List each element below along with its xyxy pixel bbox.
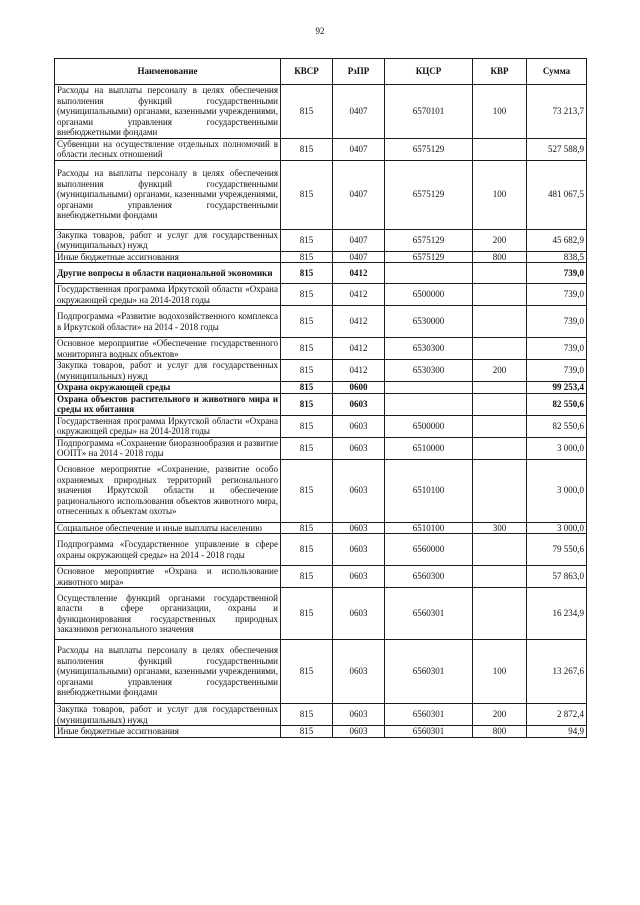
cell-kcsr: 6575129	[385, 160, 473, 229]
cell-kcsr: 6575129	[385, 229, 473, 251]
cell-kvr: 800	[473, 726, 527, 738]
table-row	[55, 382, 587, 394]
cell-kvr: 800	[473, 251, 527, 263]
table-row	[55, 229, 587, 251]
cell-rzpr: 0603	[333, 522, 385, 534]
cell-kvsr: 815	[281, 588, 333, 640]
cell-rzpr: 0603	[333, 640, 385, 704]
cell-kvsr: 815	[281, 160, 333, 229]
cell-kcsr: 6530300	[385, 338, 473, 360]
table-row	[55, 566, 587, 588]
cell-name: Осуществление функций органами государственной власти в сфере организации, охраны и функционирования государственных природных заказников регионального значения	[55, 588, 281, 640]
table-row	[55, 437, 587, 459]
header-rzpr: РзПР	[333, 59, 385, 85]
cell-kcsr: 6510100	[385, 522, 473, 534]
cell-name: Субвенции на осуществление отдельных полномочий в области лесных отношений	[55, 138, 281, 160]
cell-kvr: 200	[473, 360, 527, 382]
cell-kvsr: 815	[281, 382, 333, 394]
cell-rzpr: 0603	[333, 704, 385, 726]
cell-name: Подпрограмма «Развитие водохозяйственного комплекса в Иркутской области» на 2014 - 2018 годы	[55, 306, 281, 338]
cell-rzpr: 0603	[333, 588, 385, 640]
cell-name: Другие вопросы в области национальной экономики	[55, 263, 281, 284]
cell-kvr	[473, 459, 527, 522]
cell-kvsr: 815	[281, 437, 333, 459]
cell-rzpr: 0603	[333, 459, 385, 522]
cell-kvr: 100	[473, 160, 527, 229]
cell-kvsr: 815	[281, 534, 333, 566]
table-row	[55, 393, 587, 415]
cell-sum: 3 000,0	[527, 459, 587, 522]
cell-rzpr: 0603	[333, 415, 385, 437]
cell-name: Основное мероприятие «Сохранение, развитие особо охраняемых природных территорий регионального значения Иркутской области и обеспечение рационального использования объектов животного мира, отнесенных к объектам охоты»	[55, 459, 281, 522]
table-row	[55, 85, 587, 139]
cell-kvsr: 815	[281, 704, 333, 726]
cell-kvsr: 815	[281, 263, 333, 284]
cell-kvr: 100	[473, 85, 527, 139]
table-row	[55, 415, 587, 437]
cell-name: Охрана объектов растительного и животного мира и среды их обитания	[55, 393, 281, 415]
cell-rzpr: 0412	[333, 360, 385, 382]
table-row	[55, 704, 587, 726]
cell-sum: 3 000,0	[527, 437, 587, 459]
header-kvr: КВР	[473, 59, 527, 85]
cell-rzpr: 0600	[333, 382, 385, 394]
cell-kvsr: 815	[281, 251, 333, 263]
cell-sum: 73 213,7	[527, 85, 587, 139]
cell-sum: 79 550,6	[527, 534, 587, 566]
cell-kcsr: 6510100	[385, 459, 473, 522]
cell-kcsr: 6575129	[385, 251, 473, 263]
cell-sum: 739,0	[527, 306, 587, 338]
cell-name: Закупка товаров, работ и услуг для государственных (муниципальных) нужд	[55, 229, 281, 251]
cell-kvr	[473, 393, 527, 415]
cell-kvsr: 815	[281, 640, 333, 704]
cell-name: Подпрограмма «Сохранение биоразнообразия и развитие ООПТ» на 2014 - 2018 годы	[55, 437, 281, 459]
cell-kcsr	[385, 263, 473, 284]
table-row	[55, 588, 587, 640]
cell-sum: 82 550,6	[527, 415, 587, 437]
budget-table	[54, 58, 587, 738]
cell-kcsr	[385, 393, 473, 415]
cell-rzpr: 0407	[333, 229, 385, 251]
header-name: Наименование	[55, 59, 281, 85]
cell-kvsr: 815	[281, 85, 333, 139]
cell-kvr	[473, 338, 527, 360]
cell-kvr	[473, 437, 527, 459]
cell-sum: 13 267,6	[527, 640, 587, 704]
cell-kvsr: 815	[281, 726, 333, 738]
cell-kcsr: 6560301	[385, 726, 473, 738]
cell-kvr: 300	[473, 522, 527, 534]
cell-name: Закупка товаров, работ и услуг для государственных (муниципальных) нужд	[55, 704, 281, 726]
cell-kvr	[473, 415, 527, 437]
table-row	[55, 284, 587, 306]
table-row	[55, 640, 587, 704]
cell-kvr: 200	[473, 229, 527, 251]
cell-kcsr: 6530000	[385, 306, 473, 338]
cell-kvr	[473, 306, 527, 338]
cell-kcsr: 6560301	[385, 640, 473, 704]
cell-name: Закупка товаров, работ и услуг для государственных (муниципальных) нужд	[55, 360, 281, 382]
cell-name: Иные бюджетные ассигнования	[55, 726, 281, 738]
cell-kvsr: 815	[281, 566, 333, 588]
cell-sum: 2 872,4	[527, 704, 587, 726]
cell-rzpr: 0603	[333, 534, 385, 566]
cell-name: Расходы на выплаты персоналу в целях обеспечения выполнения функций государственными (муниципальными) органами, казенными учреждениями, органами управления государственными внебюджетными фондами	[55, 85, 281, 139]
cell-kcsr	[385, 382, 473, 394]
cell-kcsr: 6575129	[385, 138, 473, 160]
cell-rzpr: 0407	[333, 160, 385, 229]
cell-sum: 57 863,0	[527, 566, 587, 588]
cell-name: Расходы на выплаты персоналу в целях обеспечения выполнения функций государственными (муниципальными) органами, казенными учреждениями, органами управления государственными внебюджетными фондами	[55, 160, 281, 229]
cell-kvsr: 815	[281, 522, 333, 534]
table-row	[55, 338, 587, 360]
cell-name: Иные бюджетные ассигнования	[55, 251, 281, 263]
cell-sum: 739,0	[527, 284, 587, 306]
cell-rzpr: 0407	[333, 85, 385, 139]
cell-name: Государственная программа Иркутской области «Охрана окружающей среды» на 2014-2018 годы	[55, 415, 281, 437]
cell-sum: 99 253,4	[527, 382, 587, 394]
table-body	[55, 85, 587, 738]
cell-rzpr: 0603	[333, 566, 385, 588]
cell-rzpr: 0412	[333, 338, 385, 360]
cell-name: Подпрограмма «Государственное управление в сфере охраны окружающей среды» на 2014 - 2018 годы	[55, 534, 281, 566]
cell-kvsr: 815	[281, 393, 333, 415]
table-row	[55, 522, 587, 534]
cell-kcsr: 6530300	[385, 360, 473, 382]
page-number: 92	[315, 26, 325, 36]
cell-kvsr: 815	[281, 138, 333, 160]
cell-kcsr: 6560301	[385, 588, 473, 640]
cell-kcsr: 6560300	[385, 566, 473, 588]
cell-name: Основное мероприятие «Обеспечение государственного мониторинга водных объектов»	[55, 338, 281, 360]
cell-kcsr: 6510000	[385, 437, 473, 459]
cell-kvr: 100	[473, 640, 527, 704]
cell-sum: 838,5	[527, 251, 587, 263]
cell-rzpr: 0412	[333, 284, 385, 306]
table-row	[55, 263, 587, 284]
table-row	[55, 360, 587, 382]
cell-sum: 739,0	[527, 263, 587, 284]
cell-kvr	[473, 588, 527, 640]
cell-sum: 82 550,6	[527, 393, 587, 415]
header-sum: Сумма	[527, 59, 587, 85]
cell-name: Социальное обеспечение и иные выплаты населению	[55, 522, 281, 534]
table-row	[55, 306, 587, 338]
cell-sum: 16 234,9	[527, 588, 587, 640]
cell-kcsr: 6560000	[385, 534, 473, 566]
cell-name: Расходы на выплаты персоналу в целях обеспечения выполнения функций государственными (муниципальными) органами, казенными учреждениями, органами управления государственными внебюджетными фондами	[55, 640, 281, 704]
cell-name: Основное мероприятие «Охрана и использование животного мира»	[55, 566, 281, 588]
table-row	[55, 251, 587, 263]
cell-kvsr: 815	[281, 415, 333, 437]
cell-rzpr: 0603	[333, 726, 385, 738]
cell-kvsr: 815	[281, 229, 333, 251]
cell-rzpr: 0412	[333, 306, 385, 338]
cell-rzpr: 0412	[333, 263, 385, 284]
cell-kcsr: 6570101	[385, 85, 473, 139]
cell-rzpr: 0407	[333, 138, 385, 160]
cell-kvr	[473, 263, 527, 284]
table-row	[55, 160, 587, 229]
cell-kvsr: 815	[281, 459, 333, 522]
cell-sum: 739,0	[527, 338, 587, 360]
cell-rzpr: 0603	[333, 393, 385, 415]
header-kcsr: КЦСР	[385, 59, 473, 85]
cell-name: Государственная программа Иркутской области «Охрана окружающей среды» на 2014-2018 годы	[55, 284, 281, 306]
table-row	[55, 459, 587, 522]
cell-sum: 3 000,0	[527, 522, 587, 534]
cell-kcsr: 6560301	[385, 704, 473, 726]
cell-kcsr: 6500000	[385, 284, 473, 306]
cell-kvr	[473, 382, 527, 394]
cell-kvsr: 815	[281, 338, 333, 360]
cell-sum: 45 682,9	[527, 229, 587, 251]
cell-sum: 94,9	[527, 726, 587, 738]
cell-sum: 527 588,9	[527, 138, 587, 160]
table-header-row	[55, 59, 587, 85]
table-row	[55, 138, 587, 160]
cell-kvsr: 815	[281, 306, 333, 338]
cell-kvr	[473, 284, 527, 306]
table-row	[55, 534, 587, 566]
table-row	[55, 726, 587, 738]
cell-kvsr: 815	[281, 284, 333, 306]
header-kvsr: КВСР	[281, 59, 333, 85]
cell-kvr	[473, 138, 527, 160]
cell-kvsr: 815	[281, 360, 333, 382]
cell-rzpr: 0603	[333, 437, 385, 459]
cell-name: Охрана окружающей среды	[55, 382, 281, 394]
cell-kvr: 200	[473, 704, 527, 726]
cell-kcsr: 6500000	[385, 415, 473, 437]
cell-rzpr: 0407	[333, 251, 385, 263]
cell-kvr	[473, 566, 527, 588]
cell-sum: 739,0	[527, 360, 587, 382]
cell-sum: 481 067,5	[527, 160, 587, 229]
cell-kvr	[473, 534, 527, 566]
